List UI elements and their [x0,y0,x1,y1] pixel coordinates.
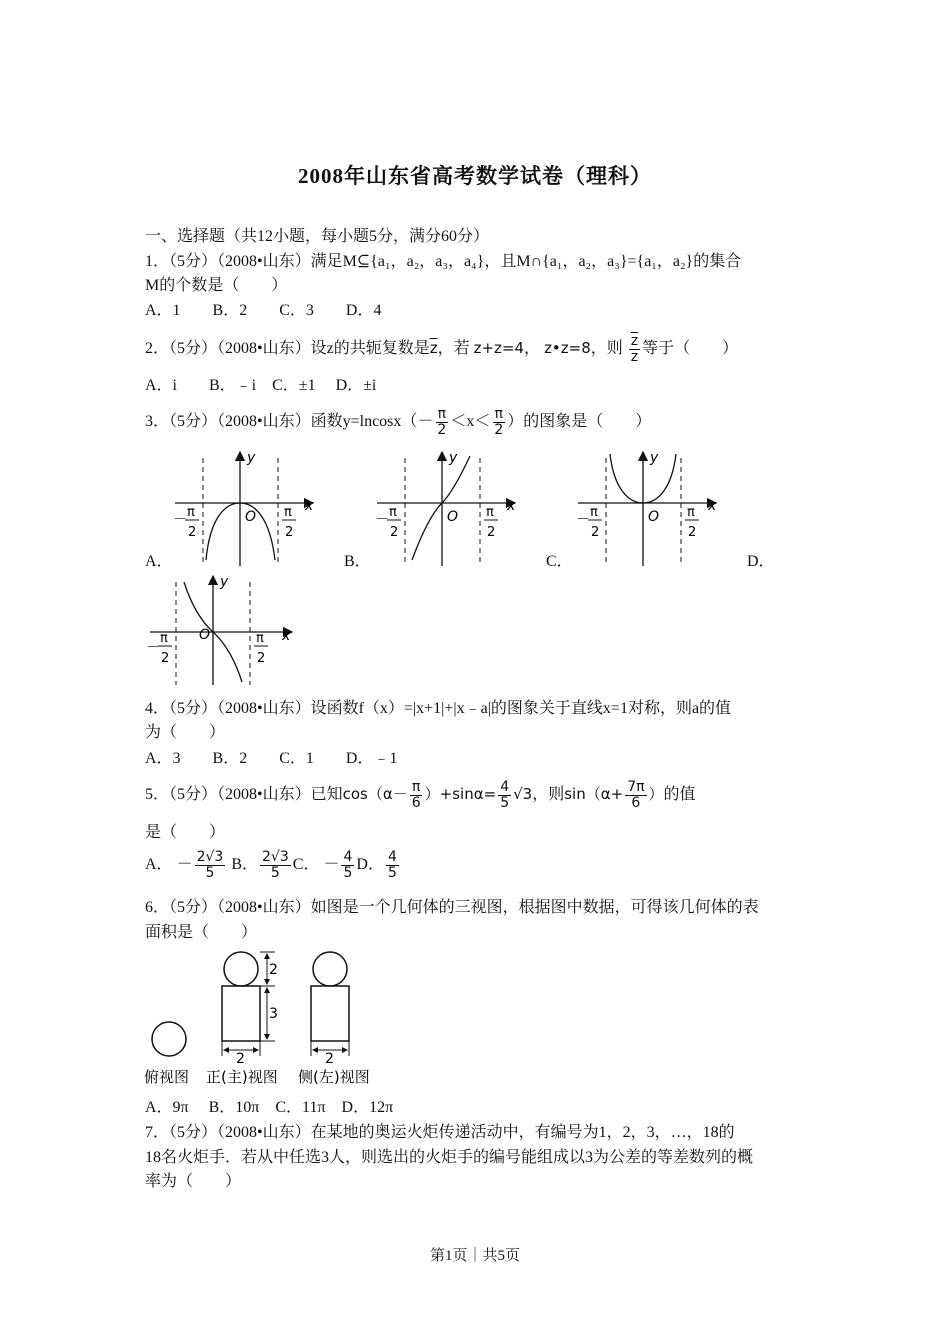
q3-c-right-pi: π [687,505,695,520]
q3-graph-c [568,448,728,568]
q3-b-y-label: y [449,450,458,466]
q3-prefix: 3．（5分）（2008•山东）函数y=lncosx（ [145,413,418,431]
q2-expr2: z•z=8 [544,339,591,358]
page-footer: 第1页｜共5页 [429,1248,520,1264]
q3-inequality: ＜x＜ [450,413,491,431]
q5-cos: cos（α－ [342,785,408,804]
q7-line3: 率为（ ） [145,1173,242,1190]
q3-frac-right-den: 2 [494,422,504,438]
q3-a-right-pi: π [284,505,292,520]
q3-c-origin: O [648,509,660,525]
q3-a-left-two: 2 [188,525,197,540]
q3-graph-b [367,448,527,568]
q5-opt-c-frac [341,850,354,881]
q1-options: A．1 B．2 C．3 D．4 [145,302,382,319]
q4-line2: 为（ ） [145,724,226,741]
q3-b-right-two: 2 [487,525,496,540]
q2-frac-num: $\overline{z}$ [630,333,639,349]
q5-opt-d-num: 4 [387,849,397,865]
q6-line1: 6．（5分）（2008•山东）如图是一个几何体的三视图，根据图中数据，可得该几何体的表 [145,899,759,916]
q5-sin: sin（α+ [564,785,624,804]
q7-line2: 18名火炬手．若从中任选3人，则选出的火炬手的编号能组成以3为公差的等差数列的概 [145,1149,754,1166]
q3-a-minus: － [173,512,187,528]
q3-b-left-pi: π [389,505,397,520]
q3-a-origin: O [245,509,257,525]
q3-minus: － [417,413,434,431]
section-heading: 一、选择题（共12小题，每小题5分，满分60分） [145,228,490,245]
q6-dim-height: 3 [269,1006,278,1022]
q5-frac-45-den: 5 [500,795,510,811]
q5-then: ，则 [532,786,565,804]
q5-opt-b-num: 2√3 [262,849,289,865]
q3-d-minus: － [146,640,160,656]
q5-frac-pi6-num: π [411,779,421,795]
q2-fraction [629,334,640,365]
q5-opt-a-den: 5 [205,865,215,881]
q6-front-sphere [224,952,258,986]
q3-graph-a [165,448,325,568]
q5-opt-d-frac [386,850,399,881]
q3-label-c: C． [546,553,573,570]
q3-d-origin: O [199,627,211,643]
q5-opt-d-den: 5 [387,865,397,881]
q3-frac-right-num: π [494,406,504,422]
q3-c-left-pi: π [590,505,598,520]
q3-c-y-label: y [650,450,659,466]
q3-a-right-two: 2 [285,525,294,540]
q6-options: A．9π B．10π C．11π D．12π [145,1099,394,1116]
q5-opt-b-den: 5 [270,865,280,881]
q5-opt-a-neg: － [176,856,193,874]
q5-close: ） [648,785,664,804]
q5-opt-b-frac [260,850,291,881]
q5-line2: 是（ ） [145,824,226,841]
q3-b-left-two: 2 [390,525,399,540]
q2-prefix: 2．（5分）（2008•山东）设z的共轭复数是 [145,340,430,358]
q3-d-right-two: 2 [257,651,266,666]
q2-zbar: $\overline{z}$ [429,339,438,358]
q3-graph-d [140,572,300,687]
q3-label-d: D． [747,553,775,570]
q3-b-right-pi: π [486,505,494,520]
q6-top-view-circle [152,1022,186,1056]
q2-stem: 2．（5分）（2008•山东）设z的共轭复数是$\overline{z}$，若 z+z=4， z•z=8，则 $\frac{\overline{z}}{z}$ 等于（ ） [145,333,739,365]
q1-line1: 1．（5分）（2008•山东）满足M⊆{a₁，a₂，a₃，a₄}，且M∩{a₁，a₂，a₃}={a₁，a₂}的集合 [145,253,742,270]
q6-dim-front-width: 2 [236,1051,245,1067]
q6-side-cylinder [311,986,349,1041]
q6-three-views [140,944,400,1090]
q5-frac-7pi6-den: 6 [631,795,641,811]
q1-line2: M的个数是（ ） [145,277,288,294]
q5-prefix: 5．（5分）（2008•山东）已知 [145,786,343,804]
q3-c-left-two: 2 [591,525,600,540]
q2-options: A．i B．﹣i C．±1 D．±i [145,377,377,394]
q3-stem [145,407,651,438]
q3-c-right-two: 2 [688,525,697,540]
q5-opt-a-num: 2√3 [196,849,224,865]
q5-suffix: 的值 [663,786,696,804]
q3-a-x-label: x [305,498,314,514]
q3-d-left-two: 2 [161,651,170,666]
q5-plus-sin: ）+sinα= [424,785,497,804]
q4-line1: 4．（5分）（2008•山东）设函数f（x）=|x+1|+|x﹣a|的图象关于直线x=1对称，则a的值 [145,700,732,717]
q3-label-a: A． [145,553,173,570]
q3-b-minus: － [375,512,389,528]
q3-c-x-label: x [708,498,717,514]
q6-dim-side-width: 2 [325,1051,334,1067]
q5-opt-c-num: 4 [343,849,353,865]
q5-frac-7pi6 [625,780,646,811]
q3-d-y-label: y [220,574,229,590]
q6-dim-sphere: 2 [269,962,278,978]
q3-a-left-pi: π [187,505,195,520]
q6-front-cylinder [222,986,260,1041]
q3-d-right-pi: π [256,631,264,646]
q3-suffix: ）的图象是（ ） [507,413,652,431]
q5-opt-c-label: C． [292,856,320,874]
q5-options [145,850,401,881]
q3-d-left-pi: π [160,631,168,646]
q5-frac-pi6 [410,780,423,811]
q6-caption-front: 正(主)视图 [206,1068,278,1086]
q3-frac-right [492,407,505,438]
q5-opt-b-label: B． [231,856,259,874]
q3-c-minus: － [576,512,590,528]
q5-frac-45-num: 4 [500,779,510,795]
q5-opt-d-label: D． [356,856,384,874]
q2-mid1: ，若 [437,340,470,358]
q5-frac-pi6-den: 6 [411,795,421,811]
page-title: 2008年山东省高考数学试卷（理科） [298,164,652,188]
q2-expr1: z+z=4 [473,339,525,358]
q2-suffix: 等于（ ） [642,340,739,358]
q5-stem [145,780,696,811]
q2-mid2: ，则 [590,340,623,358]
q5-frac-45 [498,780,511,811]
q6-caption-side: 侧(左)视图 [298,1068,370,1086]
q3-b-x-label: x [507,498,516,514]
q5-sqrt3: √3 [513,785,533,804]
q4-options: A．3 B．2 C．1 D．﹣1 [145,750,398,767]
q7-line1: 7．（5分）（2008•山东）在某地的奥运火炬传递活动中，有编号为1，2，3，…，18的 [145,1124,735,1141]
q6-line2: 面积是（ ） [145,924,258,941]
q5-opt-a-frac [195,850,226,881]
q6-caption-top: 俯视图 [144,1068,190,1086]
q5-opt-c-neg: － [323,856,340,874]
q5-frac-7pi6-num: 7π [627,779,645,795]
q3-a-y-label: y [247,450,256,466]
q3-b-origin: O [447,509,459,525]
q2-frac-den: z [630,349,639,365]
q6-side-sphere [313,952,347,986]
q3-frac-left [435,407,448,438]
q5-opt-a-label: A． [145,856,173,874]
q3-d-x-label: x [282,628,291,644]
q3-label-b: B． [344,553,371,570]
q3-frac-left-num: π [437,406,447,422]
q3-frac-left-den: 2 [437,422,447,438]
q5-opt-c-den: 5 [343,865,353,881]
